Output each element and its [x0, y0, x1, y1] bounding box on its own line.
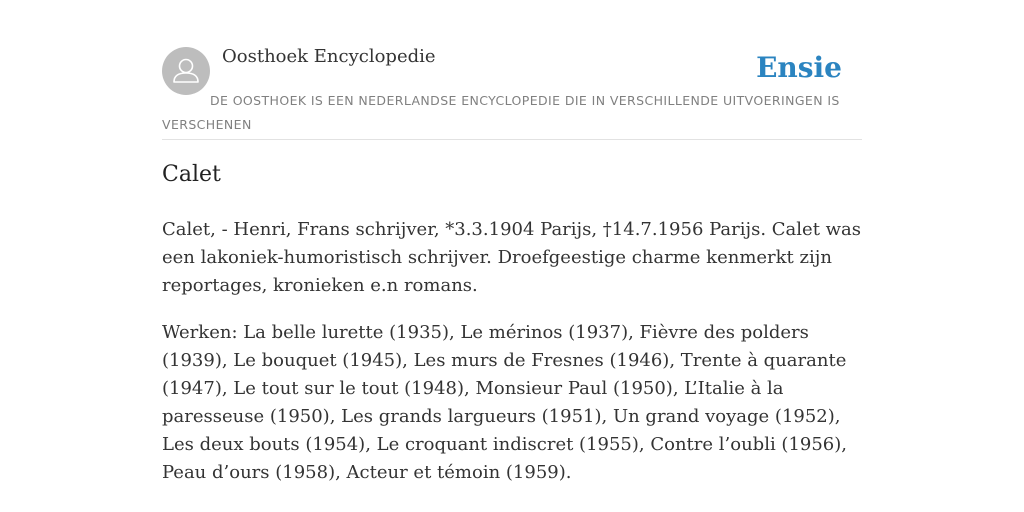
header-divider: [162, 139, 862, 140]
entry-paragraph-description: Calet, - Henri, Frans schrijver, *3.3.1904 Parijs, †14.7.1956 Parijs. Calet was een lakoniek-humoristisch schrijver. Droefgeestige charme kenmerkt zijn reportages, kronieken e.n romans.: [162, 219, 862, 296]
user-icon: [162, 47, 210, 95]
entry-body: [162, 216, 862, 506]
brand-logo[interactable]: Ensie: [756, 51, 842, 84]
entry-title: Calet: [162, 162, 221, 187]
source-title[interactable]: Oosthoek Encyclopedie: [222, 46, 436, 67]
source-tagline: DE OOSTHOEK IS EEN NEDERLANDSE ENCYCLOPEDIE DIE IN VERSCHILLENDE UITVOERINGEN IS VERSCHENEN: [162, 93, 840, 132]
entry-paragraph-works: Werken: La belle lurette (1935), Le mérinos (1937), Fièvre des polders (1939), Le bouquet (1945), Les murs de Fresnes (1946), Trente à quarante (1947), Le tout sur le tout (1948), Monsieur Paul (1950), L’Italie à la paresseuse (1950), Les grands largueurs (1951), Un grand voyage (1952), Les deux bouts (1954), Le croquant indiscret (1955), Contre l’oubli (1956), Peau d’ours (1958), Acteur et témoin (1959).: [162, 322, 848, 483]
avatar[interactable]: [162, 47, 210, 95]
